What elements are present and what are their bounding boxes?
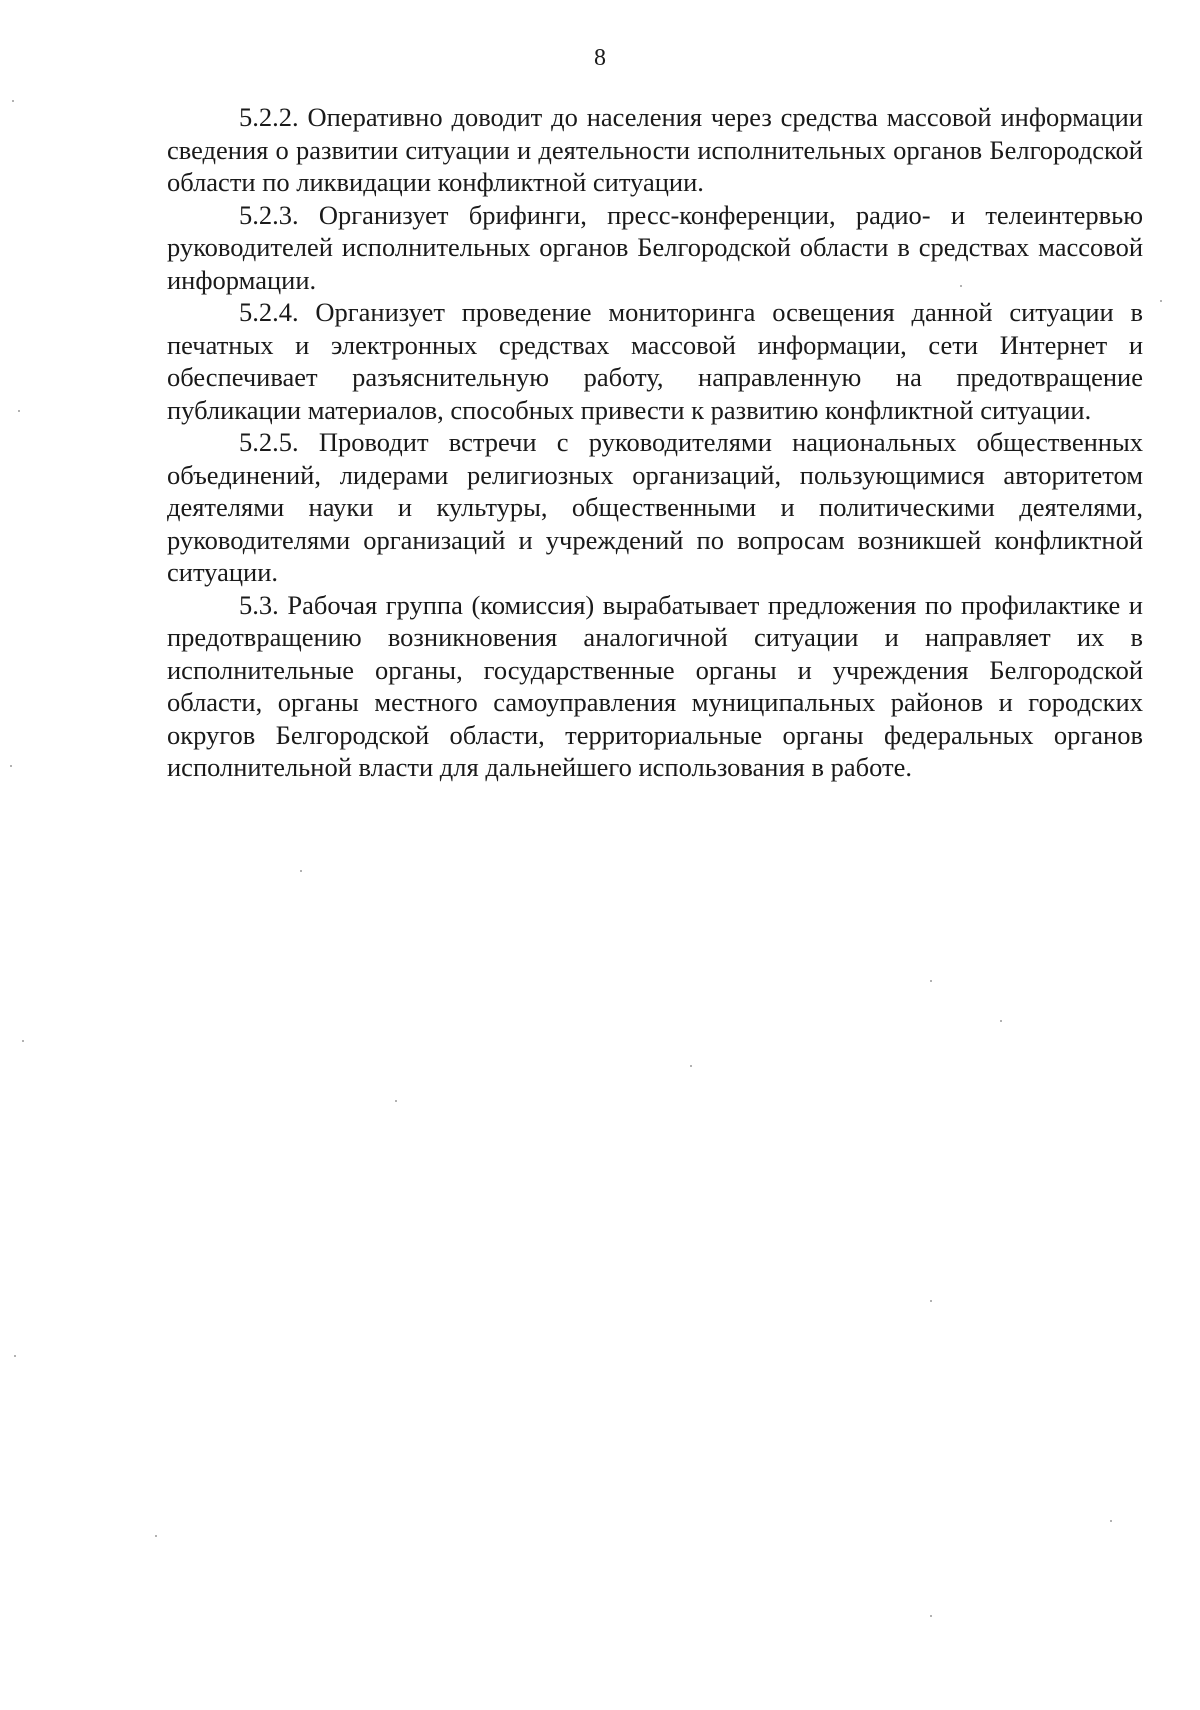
paragraph-5-2-3: 5.2.3. Организует брифинги, пресс-конференции, радио- и телеинтервью руководителей исполнительных органов Белгородской области в средствах массовой информации. [167, 199, 1143, 295]
document-body [167, 101, 1143, 784]
scan-speck [960, 285, 962, 287]
scan-speck [22, 1040, 24, 1042]
page-number: 8 [594, 45, 606, 71]
scan-speck [930, 1300, 932, 1302]
scan-speck [930, 980, 932, 982]
scan-speck [10, 765, 12, 767]
paragraph-5-2-4: 5.2.4. Организует проведение мониторинга освещения данной ситуации в печатных и электронных средствах массовой информации, сети Интернет и обеспечивает разъяснительную работу, направленную на предотвращение публикации материалов, способных привести к развитию конфликтной ситуации. [167, 297, 1143, 425]
paragraph-5-3: 5.3. Рабочая группа (комиссия) вырабатывает предложения по профилактике и предотвращению возникновения аналогичной ситуации и направляет их в исполнительные органы, государственные органы и учреждения Белгородской области, органы местного самоуправления муниципальных районов и городских округов Белгородской области, территориальные органы федеральных органов исполнительной власти для дальнейшего использования в работе. [167, 589, 1143, 782]
scan-speck [12, 100, 14, 102]
scan-speck [155, 1535, 157, 1537]
scan-speck [1110, 1520, 1112, 1522]
scan-speck [1160, 300, 1162, 302]
paragraph-5-2-2: 5.2.2. Оперативно доводит до населения через средства массовой информации сведения о развитии ситуации и деятельности исполнительных органов Белгородской области по ликвидации конфликтной ситуации. [167, 102, 1143, 197]
paragraph-5-2-5: 5.2.5. Проводит встречи с руководителями национальных общественных объединений, лидерами религиозных организаций, пользующимися авторитетом деятелями науки и культуры, общественными и политическими деятелями, руководителями организаций и учреждений по вопросам возникшей конфликтной ситуации. [167, 427, 1143, 587]
scan-speck [395, 1100, 397, 1102]
scan-speck [930, 1615, 932, 1617]
scan-speck [14, 1355, 16, 1357]
scan-speck [1000, 1020, 1002, 1022]
scan-speck [18, 410, 20, 412]
scan-speck [300, 870, 302, 872]
scan-speck [690, 1065, 692, 1067]
